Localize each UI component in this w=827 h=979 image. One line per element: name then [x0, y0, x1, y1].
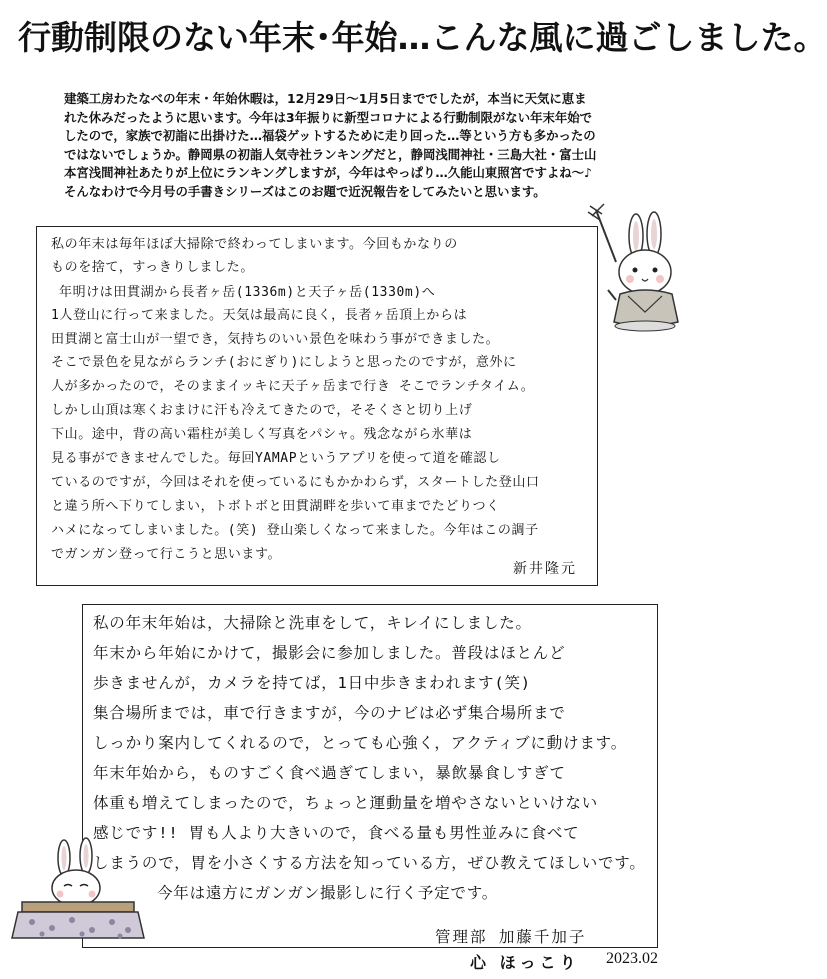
handwritten-line: 歩きませんが，カメラを持てば，1日中歩きまわれます(笑) — [93, 674, 531, 692]
rabbit-cleaning-illustration — [588, 200, 688, 335]
handwritten-line: しかし山頂は寒くおまけに汗も冷えてきたので，そそくさと切り上げ — [51, 403, 473, 418]
handwritten-line: 下山。途中，背の高い霜柱が美しく写真をパシャ。残念ながら氷華は — [51, 427, 473, 442]
intro-line: したので，家族で初詣に出掛けた…福袋ゲットするために走り回った…等という方も多かったの — [64, 128, 596, 144]
footer-brand: 心 ほっこり — [470, 953, 580, 972]
signature-arai: 新井隆元 — [513, 561, 577, 577]
handwritten-line: でガンガン登って行こうと思います。 — [51, 547, 282, 562]
handwritten-section-arai — [36, 226, 598, 586]
handwritten-line: 1人登山に行って来ました。天気は最高に良く，長者ヶ岳頂上からは — [51, 308, 468, 323]
handwritten-line: 年末年始から，ものすごく食べ過ぎてしまい，暴飲暴食しすぎて — [93, 764, 566, 782]
handwritten-line: しっかり案内してくれるので，とっても心強く，アクティブに動けます。 — [93, 734, 628, 752]
rabbit-kotatsu-illustration — [8, 836, 148, 942]
handwritten-line: と違う所へ下りてしまい，トボトボと田貫湖畔を歩いて車までたどりつく — [51, 499, 500, 514]
handwritten-line: 私の年末は毎年ほぼ大掃除で終わってしまいます。今回もかなりの — [51, 237, 458, 252]
handwritten-line: ているのですが，今回はそれを使っているにもかかわらず，スタートした登山口 — [51, 475, 540, 490]
intro-paragraph — [64, 90, 664, 202]
handwritten-line: 感じです!! 胃も人より大きいので，食べる量も男性並みに食べて — [93, 824, 580, 842]
handwritten-line: 年明けは田貫湖から長者ヶ岳(1336m)と天子ヶ岳(1330m)へ — [59, 285, 436, 300]
intro-line: そんなわけで今月号の手書きシリーズはこのお題で近況報告をしてみたいと思います。 — [64, 183, 546, 199]
footer-date: 2023.02 — [606, 950, 658, 967]
intro-line: れた休みだったように思います。今年は3年振りに新型コロナによる行動制限がない年末年始で — [64, 109, 593, 125]
handwritten-line: しまうので，胃を小さくする方法を知っている方，ぜひ教えてほしいです。 — [93, 854, 646, 872]
handwritten-line: 人が多かったので，そのままイッキに天子ヶ岳まで行き そこでランチタイム。 — [51, 379, 535, 394]
intro-line: 建築工房わたなべの年末・年始休暇は，12月29日～1月5日まででしたが，本当に天気に恵ま — [64, 91, 587, 106]
intro-line: ではないでしょうか。静岡県の初詣人気寺社ランキングだと，静岡浅間神社・三島大社・富士山 — [64, 146, 597, 162]
handwritten-line: 田貫湖と富士山が一望でき，気持ちのいい景色を味わう事ができました。 — [51, 332, 500, 347]
handwritten-line: 集合場所までは，車で行きますが，今のナビは必ず集合場所まで — [93, 704, 566, 722]
signature-kato: 管理部 加藤千加子 — [435, 928, 587, 946]
intro-line: 本宮浅間神社あたりが上位にランキングしますが，今年はやっぱり…久能山東照宮ですよね～♪ — [64, 165, 592, 181]
handwritten-line: 今年は遠方にガンガン撮影しに行く予定です。 — [157, 884, 499, 902]
page-title: 行動制限のない年末･年始…こんな風に過ごしました。 — [18, 18, 827, 57]
handwritten-line: 年末から年始にかけて，撮影会に参加しました。普段はほとんど — [93, 644, 566, 662]
handwritten-section-kato — [82, 604, 658, 948]
handwritten-line: ハメになってしまいました。(笑) 登山楽しくなって来ました。今年はこの調子 — [51, 523, 539, 538]
handwritten-line: 見る事ができませんでした。毎回YAMAPというアプリを使って道を確認し — [51, 451, 501, 466]
handwritten-line: 私の年末年始は，大掃除と洗車をして，キレイにしました。 — [93, 614, 532, 632]
handwritten-line: ものを捨て，すっきりしました。 — [51, 260, 254, 275]
handwritten-line: そこで景色を見ながらランチ(おにぎり)にしようと思ったのですが，意外に — [51, 355, 517, 370]
handwritten-line: 体重も増えてしまったので，ちょっと運動量を増やさないといけない — [93, 794, 598, 812]
